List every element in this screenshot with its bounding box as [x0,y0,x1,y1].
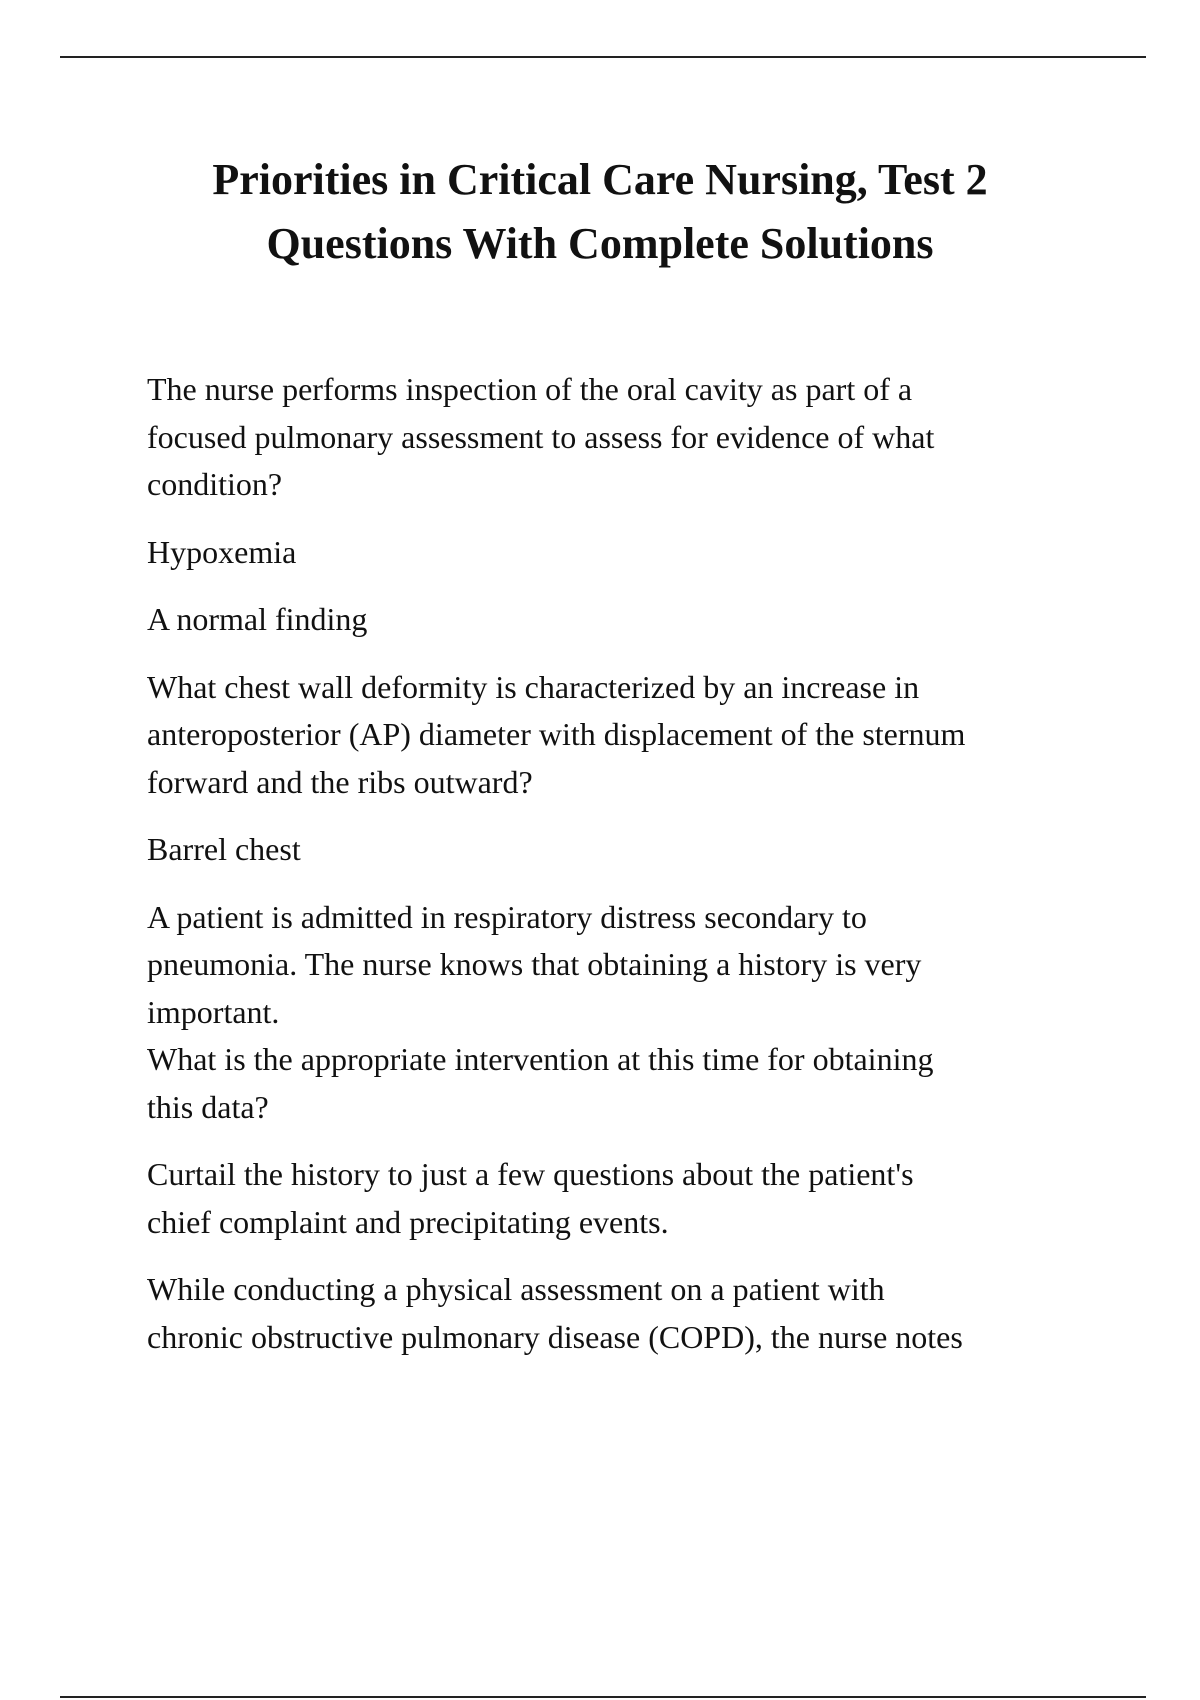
paragraph [147,366,1147,509]
text-line: this data? [147,1088,269,1125]
text-line: chronic obstructive pulmonary disease (COPD), the nurse notes [147,1318,963,1355]
paragraph [147,664,1147,807]
paragraph [147,826,1147,874]
text-line: A normal finding [147,601,368,637]
title-line: Priorities in Critical Care Nursing, Test 2 [212,155,988,204]
document-title [0,148,1200,276]
text-line: Curtail the history to just a few questions about the patient's [147,1156,914,1192]
text-line: What is the appropriate intervention at this time for obtaining [147,1041,934,1077]
text-line: pneumonia. The nurse knows that obtaining a history is very [147,946,922,982]
text-line: What chest wall deformity is characterized by an increase in [147,668,920,705]
text-line: A patient is admitted in respiratory distress secondary to [147,898,867,935]
paragraph [147,894,1147,1132]
paragraph [147,1266,1147,1361]
text-line: Barrel chest [147,831,301,867]
text-line: Hypoxemia [147,533,297,570]
text-line: chief complaint and precipitating events. [147,1203,669,1240]
text-line: While conducting a physical assessment on a patient with [147,1271,885,1307]
paragraph [147,1151,1147,1246]
paragraph [147,529,1147,577]
footer-rule [60,1696,1146,1698]
paragraph [147,596,1147,644]
text-line: important. [147,993,280,1030]
text-line: The nurse performs inspection of the oral cavity as part of a [147,371,913,407]
text-line: focused pulmonary assessment to assess for evidence of what [147,418,935,455]
header-rule [60,56,1146,58]
title-line: Questions With Complete Solutions [266,219,934,268]
text-line: condition? [147,466,283,502]
text-line: anteroposterior (AP) diameter with displacement of the sternum [147,716,966,752]
text-line: forward and the ribs outward? [147,763,533,800]
document-body [147,366,1147,1381]
